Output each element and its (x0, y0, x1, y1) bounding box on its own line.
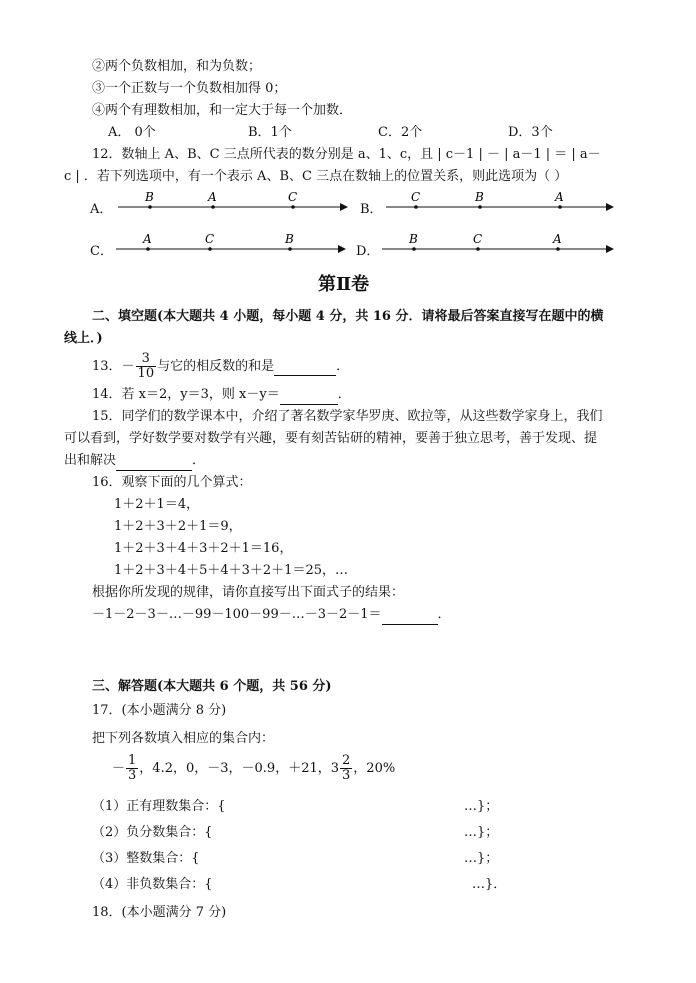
q12-b-point-3: A (555, 190, 564, 204)
q16-end: ． (437, 607, 451, 622)
q11-option-c: C．2个 (378, 125, 423, 140)
q13-answer-blank[interactable] (274, 359, 336, 376)
q15-answer-blank[interactable] (116, 452, 192, 471)
q16-answer-blank[interactable] (382, 606, 438, 625)
q12-number-line-c (116, 232, 346, 262)
q14 (92, 386, 351, 405)
q12-d-point-1: B (409, 232, 418, 246)
solve-section-title: 三、解答题(本大题共 6 个题，共 56 分) (92, 679, 332, 694)
q17-mixed-whole: 3 (330, 761, 340, 776)
fill-in-section-title: 二、填空题(本大题共 4 小题，每小题 4 分，共 16 分．请将最后答案直接写在题中的横 (92, 309, 604, 324)
q17-list-mid: ，4.2，0，－3，－0.9，＋21， (139, 761, 331, 776)
q13-denominator: 10 (137, 366, 155, 381)
q16-intro: 16．观察下面的几个算式： (92, 475, 252, 490)
q17-set-4-label: （4）非负数集合：{ (92, 877, 213, 892)
q12-c-point-1: A (143, 232, 152, 246)
q13-numerator: 3 (136, 352, 157, 367)
q12-option-c-label: C． (90, 244, 113, 259)
q12-a-point-1: B (145, 190, 154, 204)
q12-c-point-3: B (285, 232, 294, 246)
q11-option-d: D．3个 (508, 125, 553, 140)
q14-answer-blank[interactable] (280, 386, 338, 405)
q17-set-1-label: （1）正有理数集合：{ (92, 799, 226, 814)
q15-text: 出和解决 (64, 453, 117, 468)
q16-equation-3: 1＋2＋3＋4＋3＋2＋1＝16， (114, 541, 293, 556)
q12-number-line-a (118, 190, 348, 220)
q16-equation-4: 1＋2＋3＋4＋5＋4＋3＋2＋1＝25，… (114, 563, 348, 578)
q12-b-point-1: C (411, 190, 421, 204)
q17-intro: 把下列各数填入相应的集合内： (92, 731, 275, 746)
q14-end: ． (337, 387, 351, 402)
q16-equation-1: 1＋2＋1＝4， (114, 497, 200, 512)
q17-set-4 (92, 876, 522, 894)
q17-set-2-label: （2）负分数集合：{ (92, 825, 213, 840)
q15-line-1: 15．同学们的数学课本中，介绍了著名数学家华罗庚、欧拉等，从这些数学家身上，我们 (92, 409, 603, 424)
q12-b-point-2: B (475, 190, 484, 204)
q17-fraction-2-den: 3 (342, 768, 351, 783)
q17-set-3 (92, 850, 512, 868)
q12-number-line-b (386, 190, 614, 220)
statement-4: ④两个有理数相加，和一定大于每一个加数． (92, 103, 353, 118)
fill-in-section-title-cont: 线上．) (64, 331, 103, 346)
q17-set-2 (92, 824, 512, 842)
q12-a-point-3: C (288, 190, 298, 204)
q17-set-3-label: （3）整数集合：{ (92, 851, 200, 866)
q17-neg-sign: － (112, 761, 126, 776)
q17-heading: 17．(本小题满分 8 分) (92, 703, 227, 718)
q13-text: 与它的相反数的和是 (157, 359, 275, 374)
q16-expression (92, 606, 451, 625)
part-2-title: 第Ⅱ卷 (318, 274, 370, 295)
q17-number-list (112, 754, 395, 783)
q15-line-2: 可以看到，学好数学要对数学有兴趣，要有刻苦钻研的精神，要善于独立思考，善于发现、提 (64, 431, 598, 446)
q17-set-1 (92, 798, 512, 816)
q12-d-point-2: C (473, 232, 483, 246)
q12-line-1: 12．数轴上 A、B、C 三点所代表的数分别是 a、1、c，且 | c－1 | － | a－1 | ＝ | a－ (92, 147, 601, 162)
statement-3: ③一个正数与一个负数相加得 0； (92, 81, 287, 96)
q17-set-1-end: …}； (464, 799, 499, 814)
q17-fraction-1-den: 3 (128, 768, 137, 783)
q12-option-b-label: B． (360, 202, 383, 217)
q17-set-2-end: …}； (464, 825, 499, 840)
q15-end: ． (192, 453, 206, 468)
q13-prefix: 13．－ (92, 359, 135, 374)
q13-end: ． (336, 359, 350, 374)
q15-line-3 (64, 452, 205, 471)
q12-c-point-2: C (205, 232, 215, 246)
q17-fraction-2-num: 2 (342, 753, 351, 768)
q13 (92, 352, 349, 381)
statement-2: ②两个负数相加，和为负数； (92, 59, 262, 74)
q12-a-point-2: A (208, 190, 217, 204)
q16-expression-text: －1－2－3－…－99－100－99－…－3－2－1＝ (92, 607, 382, 622)
q16-rule: 根据你所发现的规律，请你直接写出下面式子的结果： (92, 585, 405, 600)
q11-option-a: A． 0个 (108, 125, 156, 140)
q17-fraction-1 (126, 754, 138, 783)
q14-text: 14．若 x＝2，y＝3，则 x－y＝ (92, 387, 280, 402)
q17-fraction-1-num: 1 (128, 753, 137, 768)
q11-option-b: B．1个 (248, 125, 292, 140)
q16-equation-2: 1＋2＋3＋2＋1＝9， (114, 519, 242, 534)
q13-fraction (136, 352, 157, 381)
q17-fraction-2 (340, 754, 352, 783)
q18-heading: 18．(本小题满分 7 分) (92, 905, 227, 920)
q17-set-4-end: …}． (472, 877, 507, 892)
q12-option-d-label: D． (356, 244, 380, 259)
q12-d-point-3: A (553, 232, 562, 246)
q12-option-a-label: A． (90, 202, 113, 217)
q12-number-line-d (382, 232, 614, 262)
q17-list-end: ，20% (353, 761, 396, 776)
q12-line-2: c | ．若下列选项中，有一个表示 A、B、C 三点在数轴上的位置关系，则此选项为（ ） (64, 169, 568, 184)
q17-set-3-end: …}； (464, 851, 499, 866)
